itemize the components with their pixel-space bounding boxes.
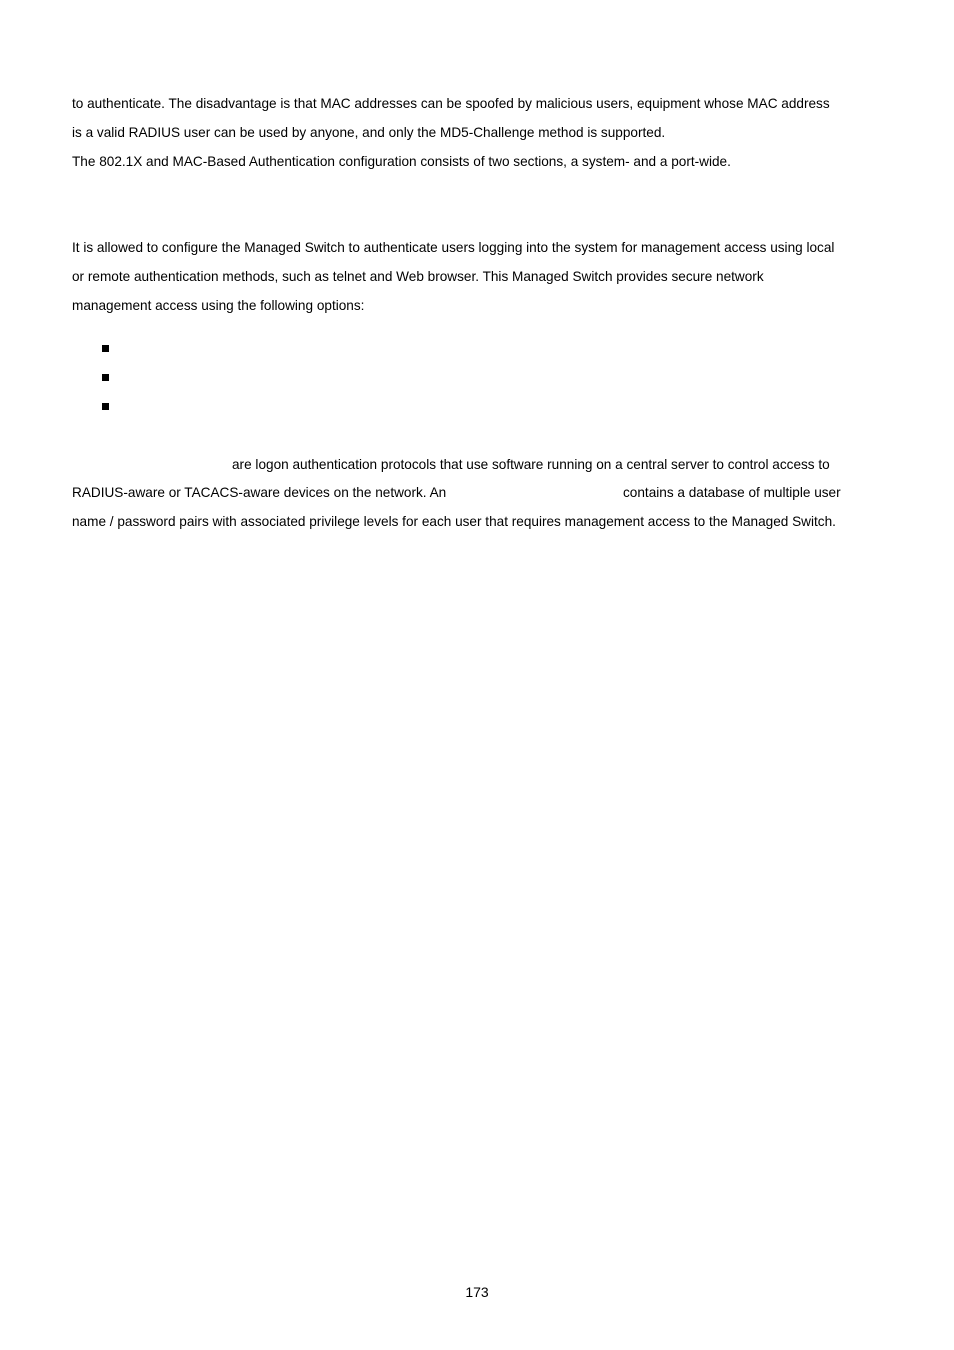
intro-line-1: to authenticate. The disadvantage is that MAC addresses can be spoofed by malicious users, equipment whose MAC address	[72, 96, 830, 111]
protocols-line-3: name / password pairs with associated privilege levels for each user that requires management access to the Managed Switch.	[72, 514, 836, 529]
intro-line-3: The 802.1X and MAC-Based Authentication configuration consists of two sections, a system- and a port-wide.	[72, 154, 731, 169]
square-bullet-icon	[102, 374, 109, 381]
intro-line-2: is a valid RADIUS user can be used by anyone, and only the MD5-Challenge method is supported.	[72, 125, 666, 140]
management-line-3: management access using the following options:	[72, 298, 365, 313]
page-number: 173	[465, 1284, 489, 1300]
protocols-line-1: are logon authentication protocols that use software running on a central server to control access to	[232, 457, 830, 472]
protocols-line-2a: RADIUS-aware or TACACS-aware devices on the network. An	[72, 485, 447, 500]
square-bullet-icon	[102, 403, 109, 410]
management-line-1: It is allowed to configure the Managed Switch to authenticate users logging into the system for management access using local	[72, 240, 835, 255]
protocols-line-2b: contains a database of multiple user	[623, 485, 841, 500]
management-line-2: or remote authentication methods, such as telnet and Web browser. This Managed Switch provides secure network	[72, 269, 764, 284]
square-bullet-icon	[102, 345, 109, 352]
